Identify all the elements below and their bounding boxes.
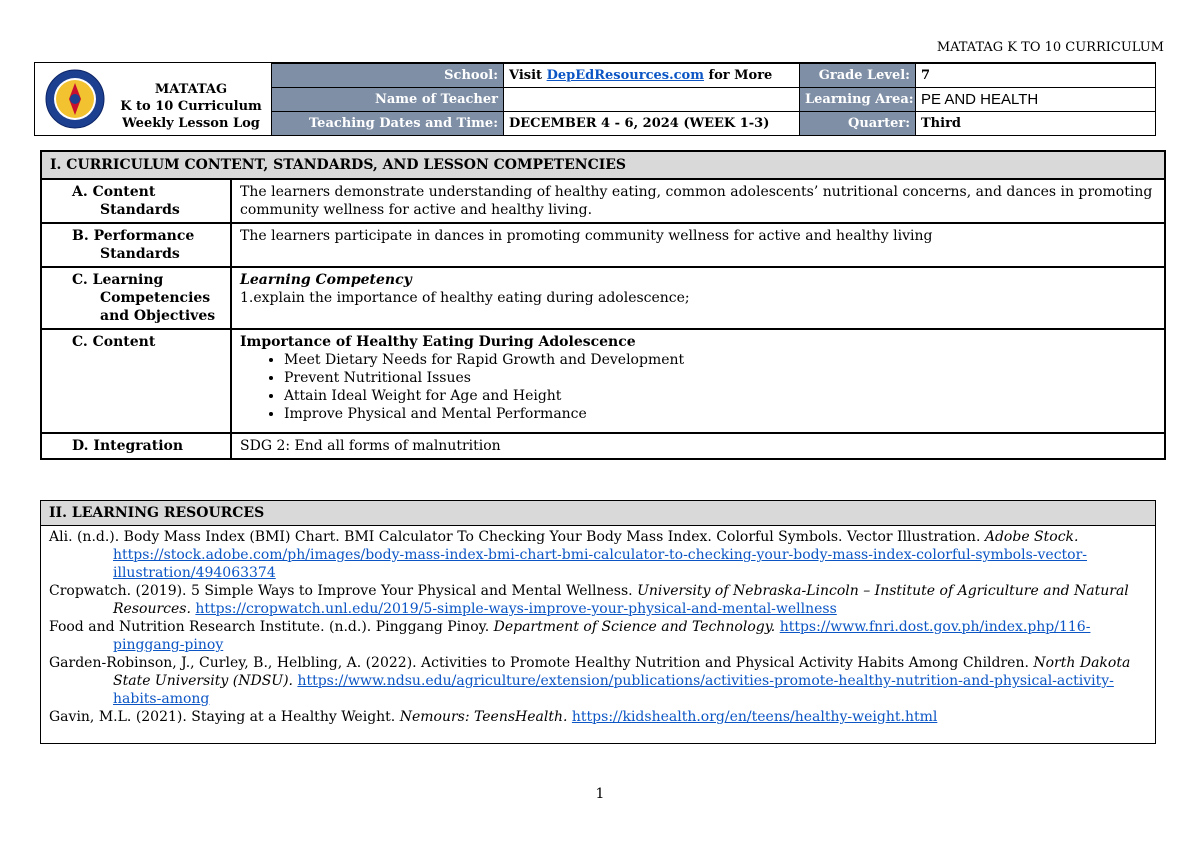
learning-resources-section <box>40 500 1156 744</box>
school-value <box>504 64 800 88</box>
school-prefix: Visit <box>509 68 547 83</box>
content-list <box>240 351 1156 423</box>
reference-link[interactable]: https://www.ndsu.edu/agriculture/extension/publications/activities-promote-healthy-nutrition-and-physical-activity-habits-among <box>113 673 1114 707</box>
reference-source: University of Nebraska-Lincoln – Institute of Agriculture and Natural Resources. <box>113 583 1129 617</box>
reference-item <box>41 654 1155 708</box>
reference-link[interactable]: https://www.fnri.dost.gov.ph/index.php/116-pinggang-pinoy <box>113 619 1091 653</box>
performance-standards-label <box>41 223 231 267</box>
curriculum-section <box>40 150 1166 460</box>
integration-text: SDG 2: End all forms of malnutrition <box>231 433 1165 459</box>
lesson-log-header <box>34 62 1156 136</box>
integration-label <box>41 433 231 459</box>
quarter-value: Third <box>916 112 1156 136</box>
content-label-text: C. Content <box>72 334 156 350</box>
reference-source: Nemours: TeensHealth. <box>399 709 568 725</box>
section2-title: II. LEARNING RESOURCES <box>41 501 1155 526</box>
curriculum-header: MATATAG K TO 10 CURRICULUM <box>936 40 1164 55</box>
reference-text: Cropwatch. (2019). 5 Simple Ways to Improve Your Physical and Mental Wellness. <box>49 583 638 599</box>
reference-text: Garden-Robinson, J., Curley, B., Helbling, A. (2022). Activities to Promote Healthy Nutrition and Physical Activity Habits Among Children. <box>49 655 1034 671</box>
performance-standards-label-text: B. Performance Standards <box>72 228 195 262</box>
logo-title-line-3: Weekly Lesson Log <box>122 116 260 131</box>
school-link[interactable]: DepEdResources.com <box>546 68 704 83</box>
list-item: • Improve Physical and Mental Performance <box>284 405 1156 423</box>
competencies-label <box>41 267 231 329</box>
grade-label: Grade Level: <box>800 64 916 88</box>
school-suffix: for More <box>703 68 773 83</box>
area-label: Learning Area: <box>800 88 916 112</box>
performance-standards-text: The learners participate in dances in promoting community wellness for active and healthy living <box>231 223 1165 267</box>
reference-text: Ali. (n.d.). Body Mass Index (BMI) Chart. BMI Calculator To Checking Your Body Mass Index. Colorful Symbols. Vector Illustration. <box>49 529 985 545</box>
school-label: School: <box>272 64 504 88</box>
reference-link[interactable]: https://kidshealth.org/en/teens/healthy-weight.html <box>571 709 938 725</box>
teacher-value <box>504 88 800 112</box>
reference-item <box>41 528 1155 582</box>
reference-text: Food and Nutrition Research Institute. (n.d.). Pinggang Pinoy. <box>49 619 494 635</box>
content-standards-text: The learners demonstrate understanding of healthy eating, common adolescents’ nutritional concerns, and dances in promoting community wellness for active and healthy living. <box>231 179 1165 223</box>
content-label <box>41 329 231 433</box>
grade-value: 7 <box>916 64 1156 88</box>
content-heading: Importance of Healthy Eating During Adolescence <box>240 334 636 350</box>
header-info-table <box>271 63 1156 136</box>
competencies-label-text: C. Learning Competencies and Objectives <box>72 272 216 324</box>
list-item: • Meet Dietary Needs for Rapid Growth and Development <box>284 351 1156 369</box>
competency-text: 1.explain the importance of healthy eating during adolescence; <box>240 290 690 306</box>
logo-title <box>111 81 271 132</box>
reference-link[interactable]: https://stock.adobe.com/ph/images/body-mass-index-bmi-chart-bmi-calculator-to-checking-your-body-mass-index-colorful-symbols-vector-illustration/494063374 <box>113 547 1088 581</box>
references-list <box>41 526 1155 726</box>
content-cell <box>231 329 1165 433</box>
competencies-cell <box>231 267 1165 329</box>
reference-item <box>41 708 1155 726</box>
integration-label-text: D. Integration <box>72 438 184 454</box>
reference-item <box>41 582 1155 618</box>
content-standards-label-text: A. Content Standards <box>72 184 180 218</box>
content-standards-label <box>41 179 231 223</box>
reference-text: Gavin, M.L. (2021). Staying at a Healthy Weight. <box>49 709 400 725</box>
competency-heading: Learning Competency <box>240 272 412 288</box>
logo-title-line-1: MATATAG <box>154 82 228 97</box>
dates-value: DECEMBER 4 - 6, 2024 (WEEK 1-3) <box>504 112 800 136</box>
section1-title: I. CURRICULUM CONTENT, STANDARDS, AND LESSON COMPETENCIES <box>41 151 1165 179</box>
reference-source: Department of Science and Technology. <box>493 619 776 635</box>
reference-item <box>41 618 1155 654</box>
list-item: • Attain Ideal Weight for Age and Height <box>284 387 1156 405</box>
deped-seal-logo <box>45 69 105 129</box>
quarter-label: Quarter: <box>800 112 916 136</box>
teacher-label: Name of Teacher <box>272 88 504 112</box>
page-number: 1 <box>595 786 605 802</box>
reference-source: Adobe Stock. <box>984 529 1079 545</box>
reference-source: North Dakota State University (NDSU). <box>113 655 1131 689</box>
area-value: PE AND HEALTH <box>916 88 1156 112</box>
logo-cell <box>35 63 272 135</box>
reference-link[interactable]: https://cropwatch.unl.edu/2019/5-simple-ways-improve-your-physical-and-mental-wellness <box>195 601 837 617</box>
dates-label: Teaching Dates and Time: <box>272 112 504 136</box>
logo-title-line-2: K to 10 Curriculum <box>120 99 262 114</box>
list-item: • Prevent Nutritional Issues <box>284 369 1156 387</box>
